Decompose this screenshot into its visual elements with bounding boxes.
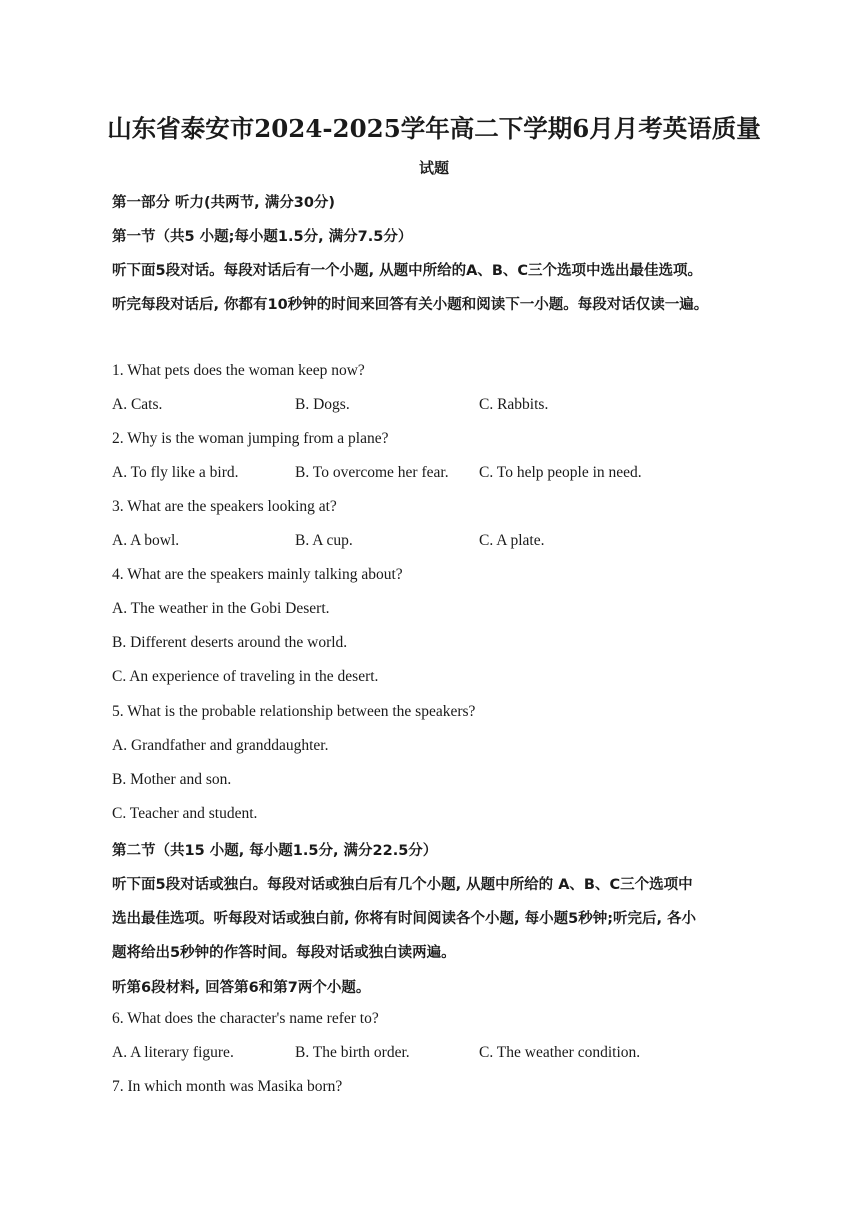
question-6-option-a: A. A literary figure. xyxy=(112,1044,234,1061)
question-3-option-b: B. A cup. xyxy=(295,532,353,549)
question-4-option-a: A. The weather in the Gobi Desert. xyxy=(112,600,330,617)
section2-instruction-2: 选出最佳选项。听每段对话或独白前, 你将有时间阅读各个小题, 每小题5秒钟;听完后, 各小 xyxy=(112,911,697,927)
question-5-option-a: A. Grandfather and granddaughter. xyxy=(112,737,329,754)
section2-instruction-3: 题将给出5秒钟的作答时间。每段对话或独白读两遍。 xyxy=(112,945,456,961)
question-4-stem: 4. What are the speakers mainly talking about? xyxy=(112,566,403,583)
question-1-stem: 1. What pets does the woman keep now? xyxy=(112,362,365,379)
section2-heading: 第二节（共15 小题, 每小题1.5分, 满分22.5分） xyxy=(112,843,438,859)
section1-instruction-2: 听完每段对话后, 你都有10秒钟的时间来回答有关小题和阅读下一小题。每段对话仅读一遍。 xyxy=(112,297,709,313)
question-6-option-b: B. The birth order. xyxy=(295,1044,410,1061)
question-6-stem: 6. What does the character's name refer to? xyxy=(112,1010,379,1027)
section2-instruction-1: 听下面5段对话或独白。每段对话或独白后有几个小题, 从题中所给的 A、B、C三个选项中 xyxy=(112,877,693,893)
question-7-stem: 7. In which month was Masika born? xyxy=(112,1078,343,1095)
section2-material-note: 听第6段材料, 回答第6和第7两个小题。 xyxy=(112,980,371,996)
question-4-option-c: C. An experience of traveling in the desert. xyxy=(112,668,379,685)
question-3-option-a: A. A bowl. xyxy=(112,532,180,549)
part1-heading: 第一部分 听力(共两节, 满分30分) xyxy=(112,195,336,211)
question-2-stem: 2. Why is the woman jumping from a plane? xyxy=(112,430,389,447)
question-5-option-c: C. Teacher and student. xyxy=(112,805,258,822)
section1-heading: 第一节（共5 小题;每小题1.5分, 满分7.5分） xyxy=(112,229,413,245)
question-2-option-a: A. To fly like a bird. xyxy=(112,464,239,481)
section1-instruction-1: 听下面5段对话。每段对话后有一个小题, 从题中所给的A、B、C三个选项中选出最佳选项。 xyxy=(112,263,703,279)
question-5-stem: 5. What is the probable relationship between the speakers? xyxy=(112,703,476,720)
question-1-option-a: A. Cats. xyxy=(112,396,163,413)
question-1-option-b: B. Dogs. xyxy=(295,396,350,413)
question-3-stem: 3. What are the speakers looking at? xyxy=(112,498,337,515)
document-subtitle: 试题 xyxy=(418,159,449,177)
question-3-option-c: C. A plate. xyxy=(479,532,545,549)
question-2-option-b: B. To overcome her fear. xyxy=(295,464,449,481)
question-5-option-b: B. Mother and son. xyxy=(112,771,232,788)
question-1-option-c: C. Rabbits. xyxy=(479,396,549,413)
question-6-option-c: C. The weather condition. xyxy=(479,1044,641,1061)
question-4-option-b: B. Different deserts around the world. xyxy=(112,634,348,651)
document-title: 山东省泰安市2024-2025学年高二下学期6月月考英语质量 xyxy=(107,114,761,143)
question-2-option-c: C. To help people in need. xyxy=(479,464,642,481)
